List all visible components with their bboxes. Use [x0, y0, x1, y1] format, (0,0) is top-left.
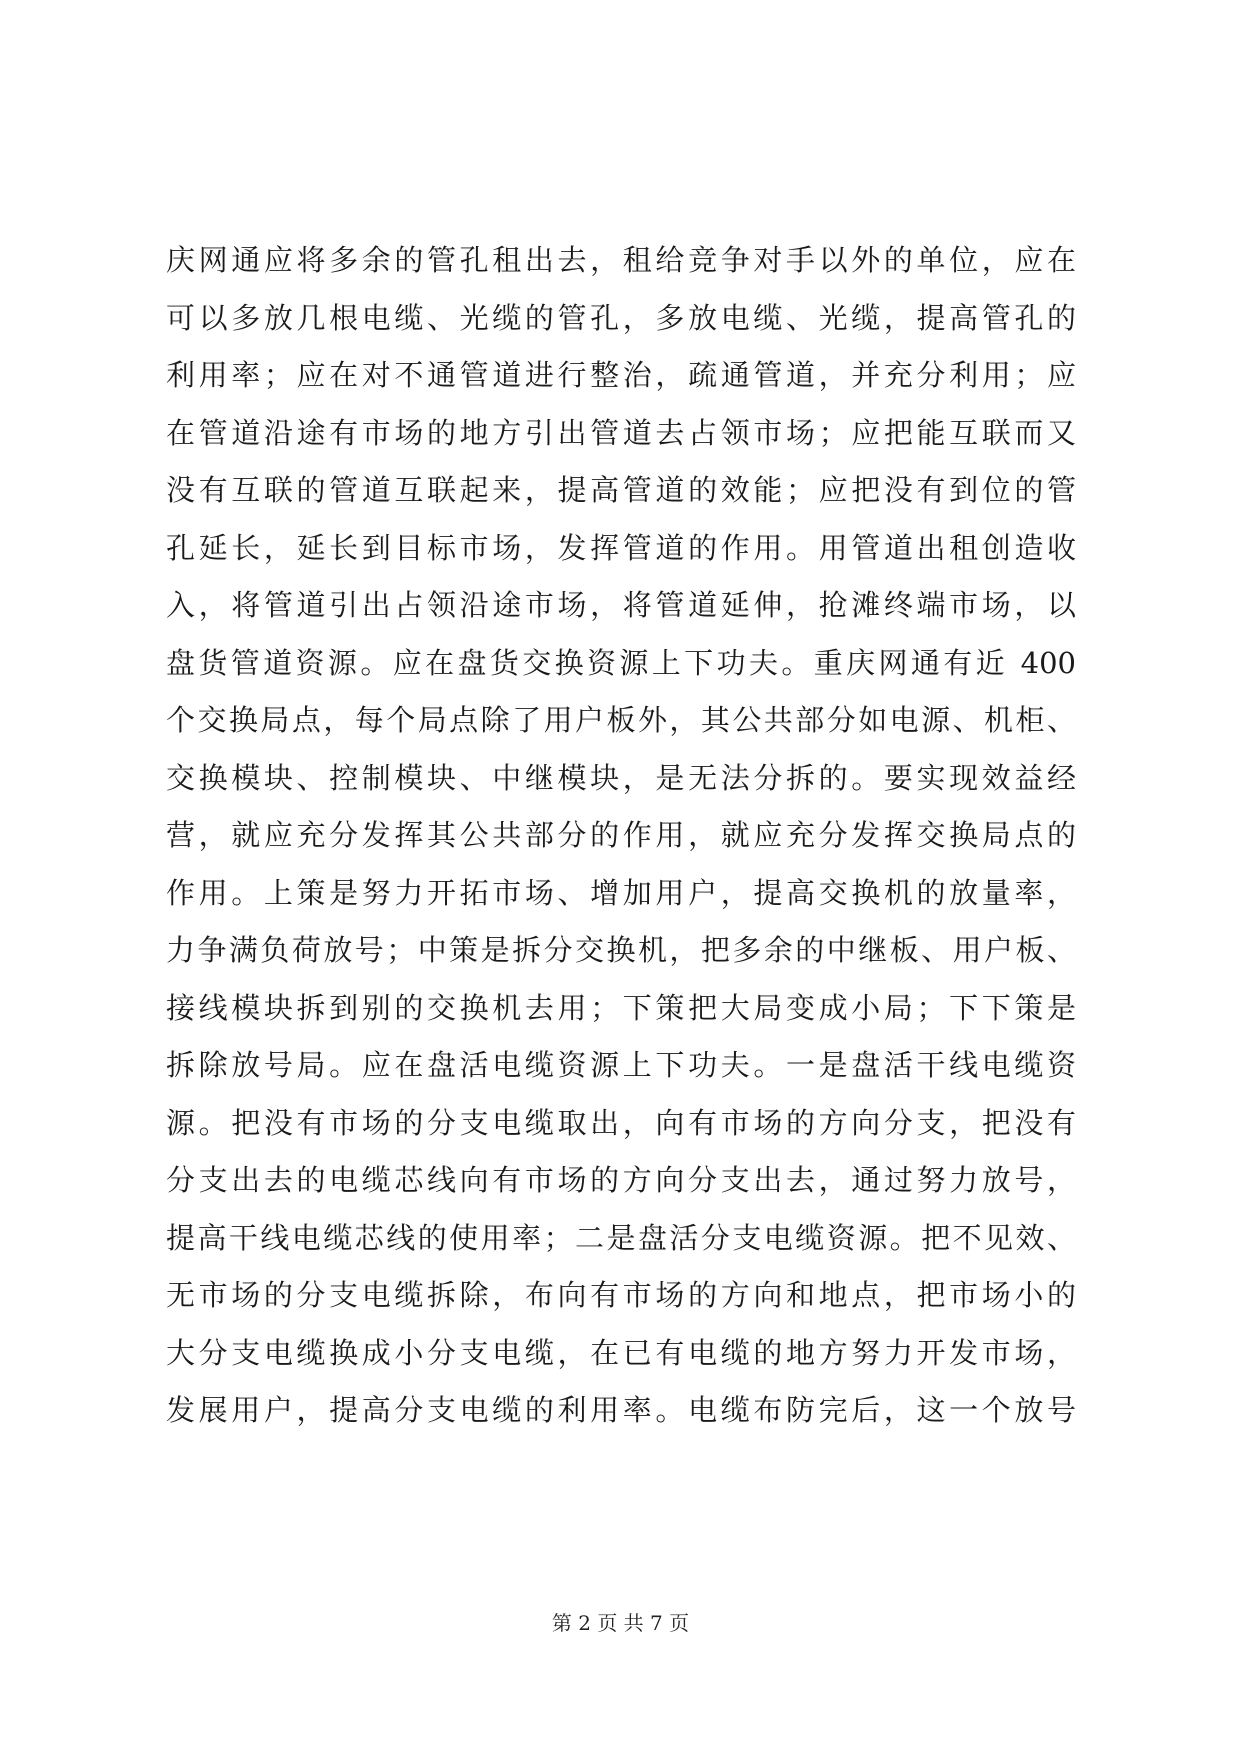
text-line: 在管道沿途有市场的地方引出管道去占领市场；应把能互联而又: [166, 415, 1076, 450]
text-line: 拆除放号局。应在盘活电缆资源上下功夫。一是盘活干线电缆资: [166, 1048, 1076, 1082]
text-line: 分支出去的电缆芯线向有市场的方向分支出去，通过努力放号，: [166, 1163, 1076, 1197]
text-line: 提高干线电缆芯线的使用率；二是盘活分支电缆资源。把不见效、: [166, 1220, 1076, 1255]
text-line: 庆网通应将多余的管孔租出去，租给竞争对手以外的单位，应在: [166, 243, 1076, 277]
text-line: 入，将管道引出占领沿途市场，将管道延伸，抢滩终端市场，以: [166, 588, 1076, 622]
text-line: 营，就应充分发挥其公共部分的作用，就应充分发挥交换局点的: [166, 818, 1076, 852]
text-line: 盘货管道资源。应在盘货交换资源上下功夫。重庆网通有近 400: [166, 645, 1076, 680]
text-line: 利用率；应在对不通管道进行整治，疏通管道，并充分利用；应: [166, 358, 1076, 392]
text-line: 没有互联的管道互联起来，提高管道的效能；应把没有到位的管: [166, 473, 1076, 507]
text-line: 个交换局点，每个局点除了用户板外，其公共部分如电源、机柜、: [166, 703, 1076, 737]
text-line: 发展用户，提高分支电缆的利用率。电缆布防完后，这一个放号: [166, 1393, 1076, 1427]
text-line: 大分支电缆换成小分支电缆，在已有电缆的地方努力开发市场，: [166, 1335, 1076, 1370]
text-line: 孔延长，延长到目标市场，发挥管道的作用。用管道出租创造收: [166, 530, 1076, 565]
body-text: [166, 232, 1076, 1440]
page-number-footer: 第 2 页 共 7 页: [551, 1611, 690, 1635]
text-line: 无市场的分支电缆拆除，布向有市场的方向和地点，把市场小的: [166, 1278, 1076, 1312]
text-line: 作用。上策是努力开拓市场、增加用户，提高交换机的放量率，: [166, 875, 1076, 910]
text-line: 接线模块拆到别的交换机去用；下策把大局变成小局；下下策是: [166, 990, 1076, 1025]
text-line: 力争满负荷放号；中策是拆分交换机，把多余的中继板、用户板、: [166, 933, 1076, 967]
text-line: 交换模块、控制模块、中继模块，是无法分拆的。要实现效益经: [166, 760, 1076, 795]
text-line: 可以多放几根电缆、光缆的管孔，多放电缆、光缆，提高管孔的: [166, 300, 1076, 335]
text-line: 源。把没有市场的分支电缆取出，向有市场的方向分支，把没有: [166, 1105, 1076, 1140]
